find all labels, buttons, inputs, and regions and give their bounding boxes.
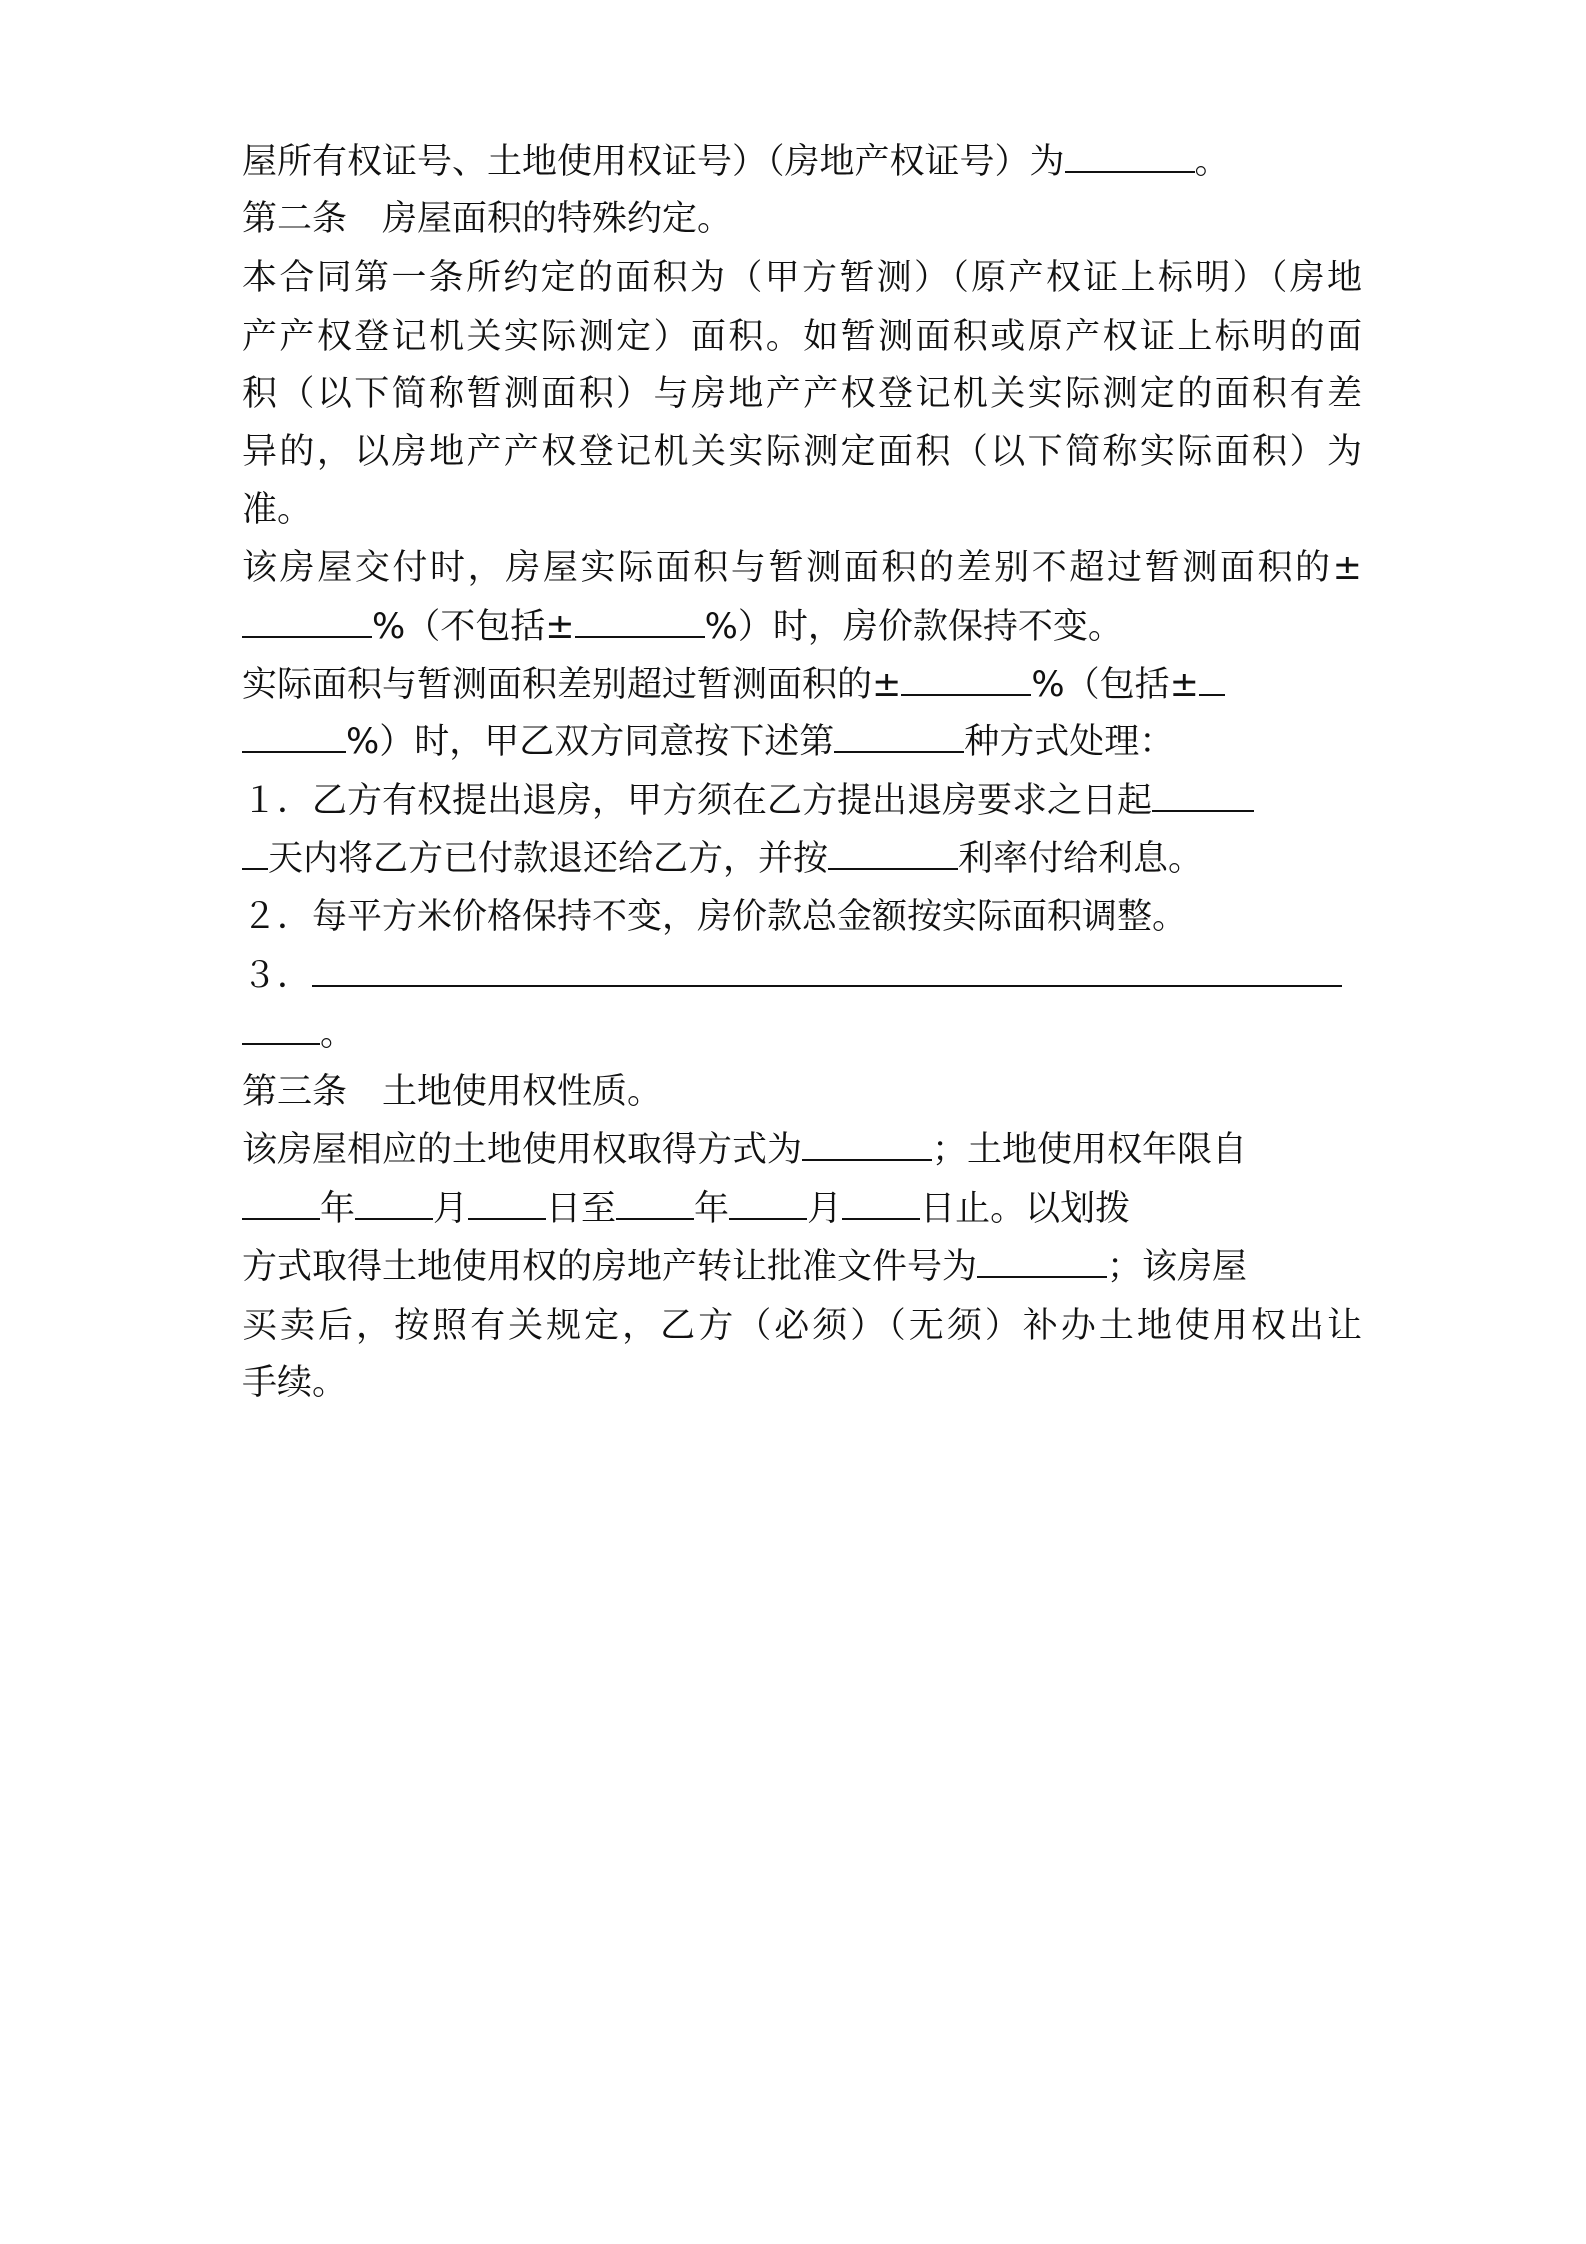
text-segment: 年	[694, 1189, 730, 1229]
text-segment: ；该房屋	[1107, 1247, 1248, 1287]
text-segment: 日至	[546, 1189, 617, 1229]
fill-in-blank[interactable]	[242, 721, 346, 753]
text-segment: 。	[320, 1014, 356, 1054]
text-segment: 种方式处理：	[964, 722, 1175, 762]
text-line	[242, 488, 1362, 532]
fill-in-blank[interactable]	[802, 1129, 932, 1161]
text-line	[242, 720, 1362, 764]
text-line	[242, 315, 1362, 359]
text-segment: 手续。	[242, 1363, 348, 1403]
text-segment: 该房屋相应的土地使用权取得方式为	[242, 1130, 803, 1170]
text-segment: 月	[433, 1189, 469, 1229]
text-segment: ３．	[242, 956, 313, 996]
text-line	[242, 954, 1362, 998]
text-line	[242, 1128, 1362, 1172]
text-segment: 本合同第一条所约定的面积为（甲方暂测）（原产权证上标明）（房地	[242, 258, 1362, 298]
fill-in-blank[interactable]	[242, 606, 372, 638]
fill-in-blank[interactable]	[842, 1188, 920, 1220]
fill-in-blank[interactable]	[1199, 664, 1225, 696]
text-segment: %）时，甲乙双方同意按下述第	[346, 722, 835, 762]
fill-in-blank[interactable]	[468, 1188, 546, 1220]
text-line	[242, 895, 1362, 939]
text-line	[242, 546, 1362, 590]
text-segment: 利率付给利息。	[958, 839, 1204, 879]
text-segment: １．乙方有权提出退房，甲方须在乙方提出退房要求之日起	[242, 781, 1153, 821]
text-line	[242, 1012, 1362, 1056]
fill-in-blank[interactable]	[242, 838, 268, 870]
fill-in-blank[interactable]	[616, 1188, 694, 1220]
fill-in-blank[interactable]	[575, 606, 705, 638]
article-heading	[242, 1070, 1362, 1114]
text-line	[242, 779, 1362, 823]
text-segment: 买卖后，按照有关规定，乙方（必须）（无须）补办土地使用权出让	[242, 1306, 1362, 1346]
text-line	[242, 1361, 1362, 1405]
text-line	[242, 140, 1362, 184]
text-line	[242, 372, 1362, 416]
fill-in-blank[interactable]	[242, 1013, 320, 1045]
text-segment: 实际面积与暂测面积差别超过暂测面积的±	[242, 665, 902, 705]
text-segment: %（包括±	[1031, 665, 1199, 705]
text-segment: %）时，房价款保持不变。	[704, 607, 1123, 647]
text-segment: 产产权登记机关实际测定）面积。如暂测面积或原产权证上标明的面	[242, 317, 1362, 357]
text-segment: %（不包括±	[372, 607, 575, 647]
text-line	[242, 1245, 1362, 1289]
text-segment: 第三条 土地使用权性质。	[242, 1072, 663, 1112]
text-segment: 该房屋交付时，房屋实际面积与暂测面积的差别不超过暂测面积的±	[242, 548, 1362, 588]
fill-in-blank[interactable]	[312, 955, 1342, 987]
text-segment: 日止。以划拨	[920, 1189, 1131, 1229]
text-line	[242, 837, 1362, 881]
text-segment: ；土地使用权年限自	[932, 1130, 1248, 1170]
fill-in-blank[interactable]	[834, 721, 964, 753]
text-segment: 方式取得土地使用权的房地产转让批准文件号为	[242, 1247, 978, 1287]
text-segment: ２．每平方米价格保持不变，房价款总金额按实际面积调整。	[242, 897, 1188, 937]
fill-in-blank[interactable]	[1065, 141, 1195, 173]
text-segment: 屋所有权证号、土地使用权证号）（房地产权证号）为	[242, 142, 1065, 182]
fill-in-blank[interactable]	[729, 1188, 807, 1220]
fill-in-blank[interactable]	[242, 1188, 320, 1220]
text-segment: 年	[320, 1189, 356, 1229]
text-line	[242, 1187, 1362, 1231]
text-segment: 。	[1194, 142, 1230, 182]
text-segment: 准。	[242, 490, 313, 530]
text-line	[242, 256, 1362, 300]
article-heading	[242, 197, 1362, 241]
fill-in-blank[interactable]	[355, 1188, 433, 1220]
text-segment: 异的，以房地产产权登记机关实际测定面积（以下简称实际面积）为	[242, 432, 1362, 472]
fill-in-blank[interactable]	[828, 838, 958, 870]
text-segment: 积（以下简称暂测面积）与房地产产权登记机关实际测定的面积有差	[242, 374, 1362, 414]
text-segment: 第二条 房屋面积的特殊约定。	[242, 199, 733, 239]
fill-in-blank[interactable]	[977, 1246, 1107, 1278]
text-line	[242, 430, 1362, 474]
text-line	[242, 605, 1362, 649]
text-segment: 月	[807, 1189, 843, 1229]
fill-in-blank[interactable]	[1152, 780, 1254, 812]
fill-in-blank[interactable]	[901, 664, 1031, 696]
text-segment: 天内将乙方已付款退还给乙方，并按	[268, 839, 829, 879]
text-line	[242, 1304, 1362, 1348]
text-line	[242, 663, 1362, 707]
